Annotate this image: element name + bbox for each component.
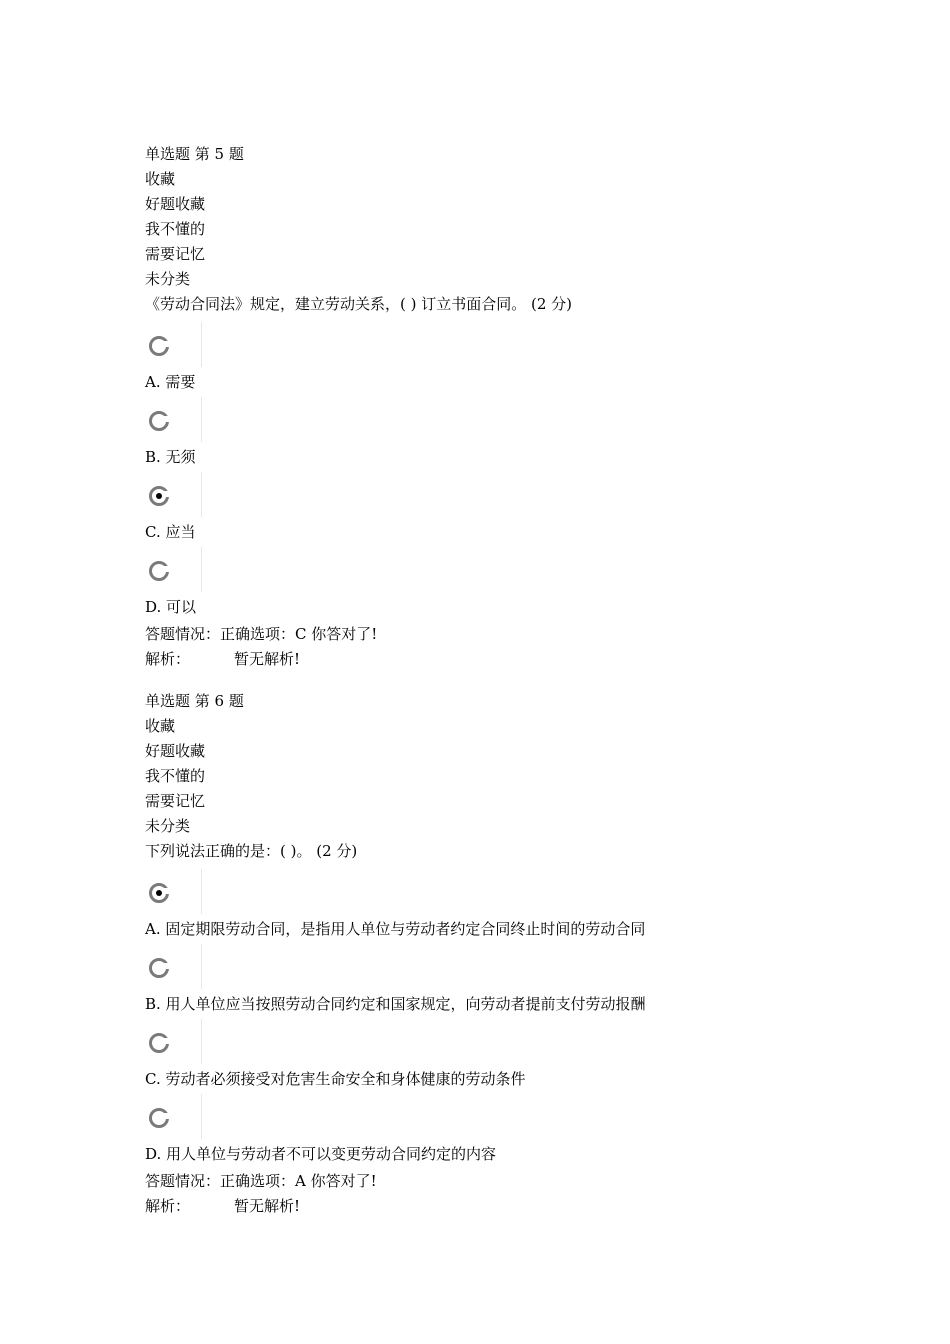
option-label: C. 劳动者必须接受对危害生命安全和身体健康的劳动条件 [145,1070,526,1088]
tag-dont-understand[interactable]: 我不懂的 [145,767,206,785]
option-label: D. 用人单位与劳动者不可以变更劳动合同约定的内容 [145,1145,497,1163]
tag-good-question[interactable]: 好题收藏 [145,742,206,760]
analysis-label: 解析： [145,650,191,668]
option-a[interactable] [145,322,845,397]
option-label: B. 用人单位应当按照劳动合同约定和国家规定，向劳动者提前支付劳动报酬 [145,995,646,1013]
question-5 [145,142,845,672]
radio-checked-icon[interactable] [149,883,169,903]
option-label: A. 固定期限劳动合同，是指用人单位与劳动者约定合同终止时间的劳动合同 [145,920,646,938]
option-b[interactable] [145,944,845,1019]
option-b[interactable] [145,397,845,472]
analysis-text: 暂无解析! [234,650,301,668]
analysis [145,1194,845,1219]
option-label: A. 需要 [145,373,196,391]
option-d[interactable] [145,547,845,622]
radio-unchecked-icon[interactable] [149,1033,169,1053]
option-label: B. 无须 [145,448,196,466]
tag-need-memorize[interactable]: 需要记忆 [145,792,206,810]
radio-unchecked-icon[interactable] [149,1108,169,1128]
radio-checked-icon[interactable] [149,486,169,506]
option-label: C. 应当 [145,523,196,541]
radio-unchecked-icon[interactable] [149,958,169,978]
radio-unchecked-icon[interactable] [149,411,169,431]
question-6 [145,689,845,1219]
radio-unchecked-icon[interactable] [149,336,169,356]
analysis-text: 暂无解析! [234,1197,301,1215]
option-c[interactable] [145,472,845,547]
option-c[interactable] [145,1019,845,1094]
tag-good-question[interactable]: 好题收藏 [145,195,206,213]
question-header: 单选题 第 6 题 [145,692,244,710]
tag-uncategorized[interactable]: 未分类 [145,817,191,835]
collect-label[interactable]: 收藏 [145,717,176,735]
answer-result: 答题情况：正确选项：C 你答对了! [145,625,378,643]
option-a[interactable] [145,869,845,944]
answer-result: 答题情况：正确选项：A 你答对了! [145,1172,377,1190]
option-label: D. 可以 [145,598,197,616]
collect-label[interactable]: 收藏 [145,170,176,188]
radio-unchecked-icon[interactable] [149,561,169,581]
question-header: 单选题 第 5 题 [145,145,244,163]
tag-uncategorized[interactable]: 未分类 [145,270,191,288]
option-d[interactable] [145,1094,845,1169]
analysis-label: 解析： [145,1197,191,1215]
question-stem: 下列说法正确的是：( )。 (2 分) [145,842,358,860]
question-stem: 《劳动合同法》规定，建立劳动关系，( ) 订立书面合同。 (2 分) [145,295,573,313]
analysis [145,647,845,672]
tag-dont-understand[interactable]: 我不懂的 [145,220,206,238]
tag-need-memorize[interactable]: 需要记忆 [145,245,206,263]
